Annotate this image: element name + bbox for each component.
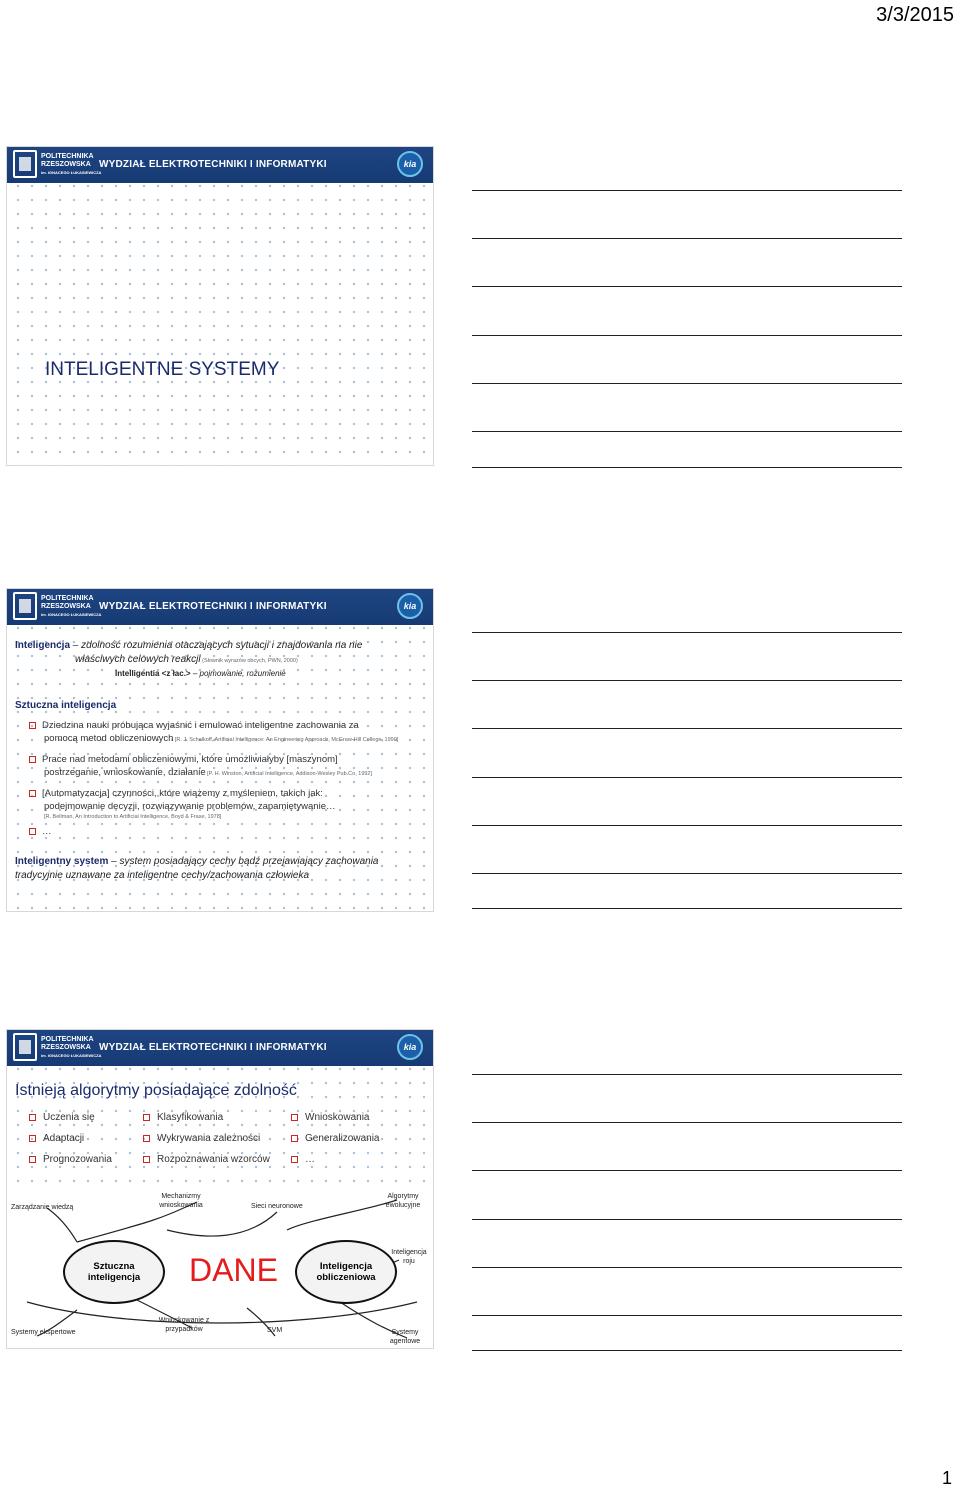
slide-header <box>7 1030 433 1066</box>
university-name: POLITECHNIKA RZESZOWSKA im. IGNACEGO ŁUKASIEWICZA <box>41 1036 102 1058</box>
ability-item: Generalizowania <box>291 1133 380 1144</box>
slide-header <box>7 589 433 625</box>
slide-header <box>7 147 433 183</box>
university-logo-icon <box>13 592 37 620</box>
diagram-node: Systemy agentowe <box>389 1329 421 1345</box>
etymology: Intelligentia <z łac.> – pojmowanie, rozumienie <box>115 669 286 678</box>
kia-logo-icon: kia <box>397 593 423 619</box>
checkbox-bullet-icon <box>29 722 36 729</box>
ability-item: Prognozowania <box>29 1154 112 1165</box>
kia-logo-icon: kia <box>397 151 423 177</box>
ai-bubble: Sztuczna inteligencja <box>63 1240 165 1304</box>
intelligent-system-definition-cont: tradycyjnie uznawane za inteligentne cechy/zachowania człowieka <box>15 870 310 881</box>
diagram-node: Algorytmy ewolucyjne <box>385 1193 421 1209</box>
ability-item: Wnioskowania <box>291 1112 369 1123</box>
print-date: 3/3/2015 <box>876 4 954 26</box>
university-name: POLITECHNIKA RZESZOWSKA im. IGNACEGO ŁUKASIEWICZA <box>41 595 102 617</box>
ai-definition-3-cite: [R. Bellman, An Introduction to Artificial Intelligence, Boyd & Frase, 1978] <box>44 814 222 820</box>
slide-1 <box>6 146 434 466</box>
university-logo-icon <box>13 150 37 178</box>
checkbox-bullet-icon <box>29 790 36 797</box>
checkbox-bullet-icon <box>29 1114 36 1121</box>
checkbox-bullet-icon <box>291 1156 298 1163</box>
ai-definition-3: [Automatyzacja] czynności, które wiążemy z myśleniem, takich jak: <box>29 787 323 800</box>
diagram-node: SVM <box>267 1327 283 1334</box>
checkbox-bullet-icon <box>29 1156 36 1163</box>
ability-item: … <box>291 1154 315 1165</box>
diagram-node: Zarządzanie wiedzą <box>11 1204 74 1211</box>
ai-heading: Sztuczna inteligencja <box>15 700 117 711</box>
university-name: POLITECHNIKA RZESZOWSKA im. IGNACEGO ŁUKASIEWICZA <box>41 153 102 175</box>
ai-definition-4: … <box>29 825 52 838</box>
definition-intelligence: Inteligencja – zdolność rozumienia otaczających sytuacji i znajdowania na nie <box>15 640 363 651</box>
intelligent-system-definition: Inteligentny system – system posiadający cechy bądź przejawiający zachowania <box>15 856 379 867</box>
definition-intelligence-cont: właściwych celowych reakcji (Słownik wyrazów obcych, PWN, 2000) <box>75 654 298 665</box>
ability-item: Adaptacji <box>29 1133 84 1144</box>
diagram-node: Mechanizmy wnioskowania <box>159 1193 203 1209</box>
diagram-node: Wnioskowanie z przypadków <box>158 1317 210 1333</box>
ai-definition-2: Prace nad metodami obliczeniowymi, które umożliwiałyby [maszynom] <box>29 753 338 766</box>
diagram-node: Inteligencja roju <box>391 1249 427 1265</box>
ai-definition-1: Dziedzina nauki próbująca wyjaśnić i emulować inteligentne zachowania za <box>29 719 359 732</box>
checkbox-bullet-icon <box>291 1114 298 1121</box>
ai-definition-1-cont: pomocą metod obliczeniowych [R. J. Schalkoff, Artificial Intelligence: An Engineering Approach, McGraw-Hill College, 1990] <box>44 733 399 744</box>
slide-title: Istnieją algorytmy posiadające zdolność <box>15 1082 297 1099</box>
checkbox-bullet-icon <box>143 1135 150 1142</box>
diagram-node: Sieci neuronowe <box>251 1203 303 1210</box>
checkbox-bullet-icon <box>29 828 36 835</box>
kia-logo-icon: kia <box>397 1034 423 1060</box>
faculty-name: WYDZIAŁ ELEKTROTECHNIKI I INFORMATYKI <box>99 1042 327 1053</box>
ci-bubble: Inteligencja obliczeniowa <box>295 1240 397 1304</box>
ai-definition-3-cont: podejmowanie decyzji, rozwiązywanie problemów, zapamiętywanie… <box>44 801 336 812</box>
checkbox-bullet-icon <box>291 1135 298 1142</box>
checkbox-bullet-icon <box>29 1135 36 1142</box>
checkbox-bullet-icon <box>143 1156 150 1163</box>
university-logo-icon <box>13 1033 37 1061</box>
page-number: 1 <box>941 1468 952 1488</box>
data-label: DANE <box>189 1252 278 1288</box>
ability-item: Uczenia się <box>29 1112 95 1123</box>
faculty-name: WYDZIAŁ ELEKTROTECHNIKI I INFORMATYKI <box>99 159 327 170</box>
checkbox-bullet-icon <box>29 756 36 763</box>
diagram-node: Systemy ekspertowe <box>11 1329 76 1336</box>
ability-item: Klasyfikowania <box>143 1112 223 1123</box>
ability-item: Rozpoznawania wzorców <box>143 1154 270 1165</box>
slide-title: INTELIGENTNE SYSTEMY <box>45 359 280 380</box>
slide-3 <box>6 1029 434 1349</box>
faculty-name: WYDZIAŁ ELEKTROTECHNIKI I INFORMATYKI <box>99 601 327 612</box>
slide-2 <box>6 588 434 912</box>
checkbox-bullet-icon <box>143 1114 150 1121</box>
ai-definition-2-cont: postrzeganie, wnioskowanie, działanie [P. H. Winston, Artificial Intelligence, Addison-Wesley Pub.Co, 1992] <box>44 767 373 778</box>
ability-item: Wykrywania zależności <box>143 1133 260 1144</box>
